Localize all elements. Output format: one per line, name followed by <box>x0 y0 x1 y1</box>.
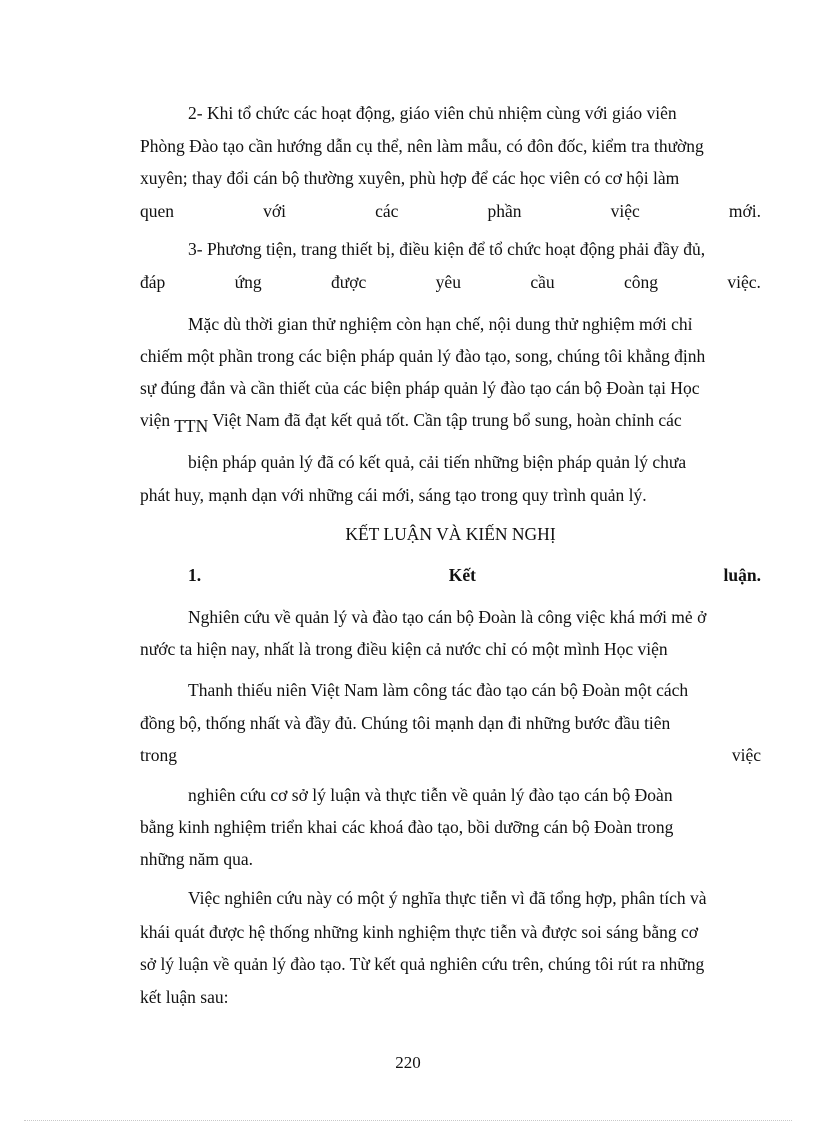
word: việc. <box>727 272 761 292</box>
word: công <box>624 272 659 292</box>
paragraph-line: bằng kinh nghiệm triển khai các khoá đào tạo, bồi dưỡng cán bộ Đoàn trong <box>140 817 674 837</box>
word: viện <box>140 410 171 430</box>
paragraph-line: sự đúng đắn và cần thiết của các biện pháp quản lý đào tạo cán bộ Đoàn tại Học <box>140 378 700 398</box>
paragraph-line: chiếm một phần trong các biện pháp quản lý đào tạo, song, chúng tôi khẳng định <box>140 346 706 366</box>
paragraph-line <box>140 271 761 293</box>
paragraph-line: kết luận sau: <box>140 987 229 1007</box>
word: phần <box>487 201 522 221</box>
word: Việt Nam đã đạt kết quả tốt. Cần tập trung bổ sung, hoàn chỉnh các <box>212 410 682 430</box>
word: quen <box>140 201 175 221</box>
paragraph-line: xuyên; thay đổi cán bộ thường xuyên, phù hợp để các học viên có cơ hội làm <box>140 168 680 188</box>
word: đáp <box>140 272 166 292</box>
word: được <box>331 272 367 292</box>
word: trong <box>140 745 177 765</box>
page-number: 220 <box>395 1053 421 1072</box>
word: 1. <box>188 565 202 585</box>
subsection-heading <box>188 564 761 586</box>
paragraph-line: khái quát được hệ thống những kinh nghiệm thực tiễn và được soi sáng bằng cơ <box>140 922 699 942</box>
page-bottom-divider <box>24 1120 792 1121</box>
paragraph-line: Mặc dù thời gian thử nghiệm còn hạn chế, nội dung thử nghiệm mới chỉ <box>188 314 693 334</box>
paragraph-line: nước ta hiện nay, nhất là trong điều kiện cả nước chỉ có một mình Học viện <box>140 639 668 659</box>
paragraph-line: nghiên cứu cơ sở lý luận và thực tiễn về quản lý đào tạo cán bộ Đoàn <box>188 785 673 805</box>
paragraph-line <box>140 200 761 222</box>
word: việc <box>731 745 761 765</box>
word: việc <box>610 201 640 221</box>
word: các <box>375 201 399 221</box>
word: luận. <box>723 565 761 585</box>
paragraph-line: 2- Khi tổ chức các hoạt động, giáo viên chủ nhiệm cùng với giáo viên <box>188 103 677 123</box>
paragraph-line: những năm qua. <box>140 849 254 869</box>
paragraph-line: Nghiên cứu về quản lý và đào tạo cán bộ Đoàn là công việc khá mới mẻ ở <box>188 607 707 627</box>
word: mới. <box>728 201 761 221</box>
paragraph-line: Việc nghiên cứu này có một ý nghĩa thực tiễn vì đã tổng hợp, phân tích và <box>188 888 707 908</box>
section-heading: KẾT LUẬN VÀ KIẾN NGHỊ <box>345 524 556 544</box>
paragraph-line: biện pháp quản lý đã có kết quả, cải tiến những biện pháp quản lý chưa <box>188 452 687 472</box>
word: Kết <box>448 565 476 585</box>
paragraph-line <box>140 409 761 436</box>
word: ứng <box>234 272 262 292</box>
paragraph-line: 3- Phương tiện, trang thiết bị, điều kiện để tổ chức hoạt động phải đầy đủ, <box>188 239 706 259</box>
abbreviation: TTN <box>174 416 209 436</box>
paragraph-line: Phòng Đào tạo cần hướng dẫn cụ thể, nên làm mẫu, có đôn đốc, kiểm tra thường <box>140 136 704 156</box>
paragraph-line: phát huy, mạnh dạn với những cái mới, sáng tạo trong quy trình quản lý. <box>140 485 647 505</box>
paragraph-line: sở lý luận về quản lý đào tạo. Từ kết quả nghiên cứu trên, chúng tôi rút ra những <box>140 954 705 974</box>
word: với <box>263 201 286 221</box>
word: yêu <box>435 272 461 292</box>
paragraph-line: Thanh thiếu niên Việt Nam làm công tác đào tạo cán bộ Đoàn một cách <box>188 680 689 700</box>
paragraph-line: đồng bộ, thống nhất và đầy đủ. Chúng tôi mạnh dạn đi những bước đầu tiên <box>140 713 671 733</box>
word: cầu <box>530 272 555 292</box>
paragraph-line <box>140 744 761 766</box>
